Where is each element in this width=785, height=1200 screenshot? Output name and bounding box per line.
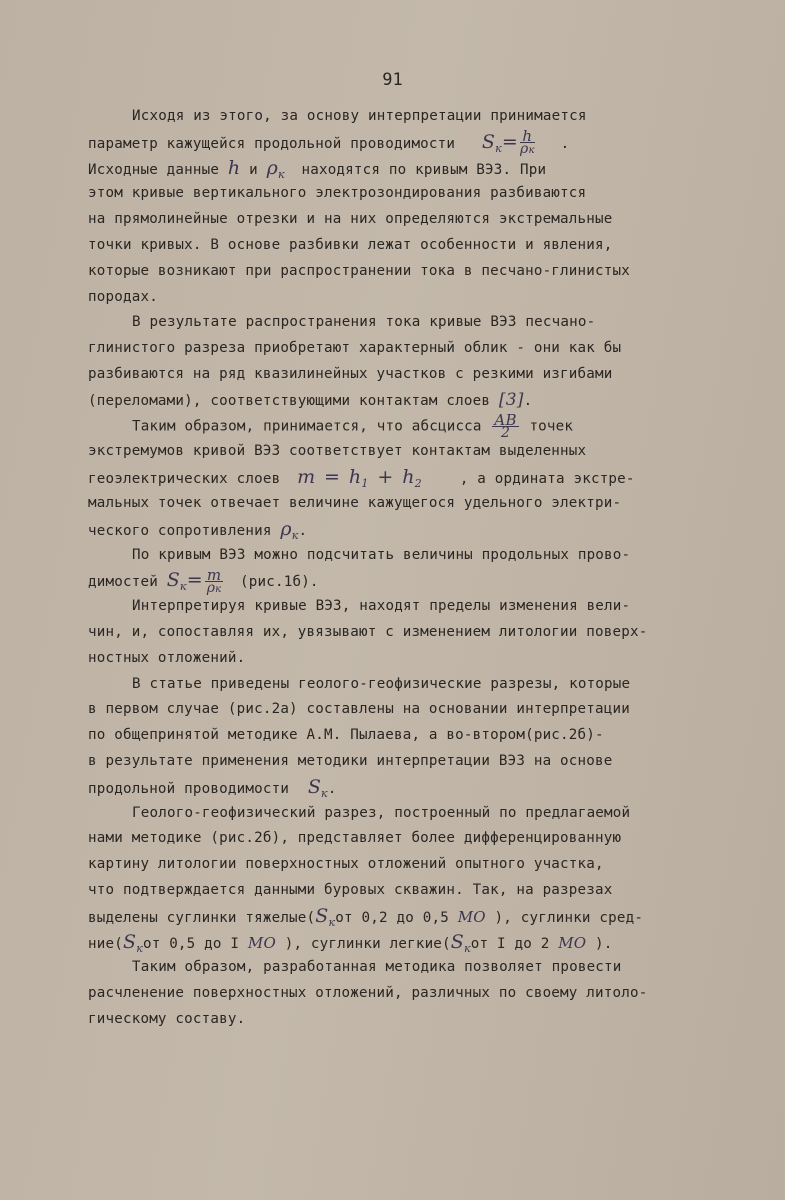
text-line: В результате распространения тока кривые ВЭЗ песчано- [132, 314, 596, 331]
text-line: Геолого-геофизический разрез, построенный по предлагаемой [132, 804, 631, 821]
text-line: глинистого разреза приобретают характерный облик - они как бы [88, 340, 622, 357]
text-line: $ние(S_кот$ 0,5 до I МО ), суглинки $легкие(S_кот$ I до 2 МО ). [88, 930, 613, 955]
text-line: ческого сопротивления $\rho_к$. [88, 517, 308, 542]
text-line: ностных отложений. [88, 649, 246, 666]
text-line: в результате применения методики интерпретации ВЭЗ на основе [88, 752, 613, 769]
formula-m-sum: $m = h_1 + h_2$ [297, 466, 422, 491]
text-line: По кривым ВЭЗ можно подсчитать величины продольных прово- [132, 546, 631, 563]
formula-sk-m-over-rho: $S_к=$ $\frac{m}{\rho к}$ [166, 565, 222, 596]
text-line: гическому составу. [88, 1010, 246, 1027]
body-text [88, 104, 728, 1033]
text-line: расчленение поверхностных отложений, различных по своему литоло- [88, 985, 648, 1002]
text-line: что подтверждается данными буровых скважин. Так, на разрезах [88, 881, 613, 898]
text-line: этом кривые вертикального электрозондирования разбиваются [88, 185, 587, 202]
text-line: (переломами), соответствующими контактам слоев [3]. [88, 389, 533, 410]
text-line: которые возникают при распространении тока в песчано-глинистых [88, 262, 630, 279]
text-line: димостей $S_к=$ $\frac{m}{\rho к}$ (рис.1б). [88, 565, 319, 596]
text-line: разбиваются на ряд квазилинейных участков с резкими изгибами [88, 365, 613, 382]
text-line: нами методике (рис.2б), представляет более дифференцированную [88, 830, 622, 847]
text-line: Таким образом, принимается, что абсцисса $\frac{AB}{2}$ точек [132, 410, 574, 441]
text-line: мальных точек отвечает величине кажущегося удельного электри- [88, 494, 622, 511]
page-number: 91 [382, 70, 403, 90]
text-line: картину литологии поверхностных отложений опытного участка, [88, 856, 604, 873]
text-line: параметр кажущейся продольной проводимости $S_к=$ $\frac{h}{\rho к}$ . [88, 127, 570, 158]
text-line: точки кривых. В основе разбивки лежат особенности и явления, [88, 236, 613, 253]
formula-sk-h-over-rho: $S_к=$ $\frac{h}{\rho к}$ [481, 127, 535, 158]
text-line: экстремумов кривой ВЭЗ соответствует контактам выделенных [88, 443, 587, 460]
text-line: Исходные данные h и $\rho_к$ находятся по кривым ВЭЗ. При [88, 156, 547, 181]
text-line: Интерпретируя кривые ВЭЗ, находят пределы изменения вели- [132, 598, 631, 615]
text-line: в первом случае (рис.2а) составлены на основании интерпретации [88, 701, 630, 718]
formula-ab-over-2: $\frac{AB}{2}$ [494, 410, 517, 441]
text-line: Исходя из этого, за основу интерпретации принимается [132, 108, 587, 124]
text-line: геоэлектрических слоев $m = h_1 + h_2$ , а ордината экстре- [88, 466, 635, 491]
text-line: на прямолинейные отрезки и на них определяются экстремальные [88, 211, 613, 228]
text-line: по общепринятой методике А.М. Пылаева, а во-втором(рис.2б)- [88, 727, 604, 744]
text-line: Таким образом, разработанная методика позволяет провести [132, 959, 622, 976]
text-line: выделены суглинки $тяжелые(S_кот$ 0,2 до 0,5 МО ), суглинки сред- [88, 904, 644, 929]
text-line: чин, и, сопоставляя их, увязывают с изменением литологии поверх- [88, 623, 648, 640]
text-line: породах. [88, 288, 158, 305]
reference-mark: [3] [498, 389, 524, 410]
text-line: продольной проводимости $S_к$. [88, 775, 337, 800]
text-line: В статье приведены геолого-геофизические разрезы, которые [132, 675, 631, 692]
